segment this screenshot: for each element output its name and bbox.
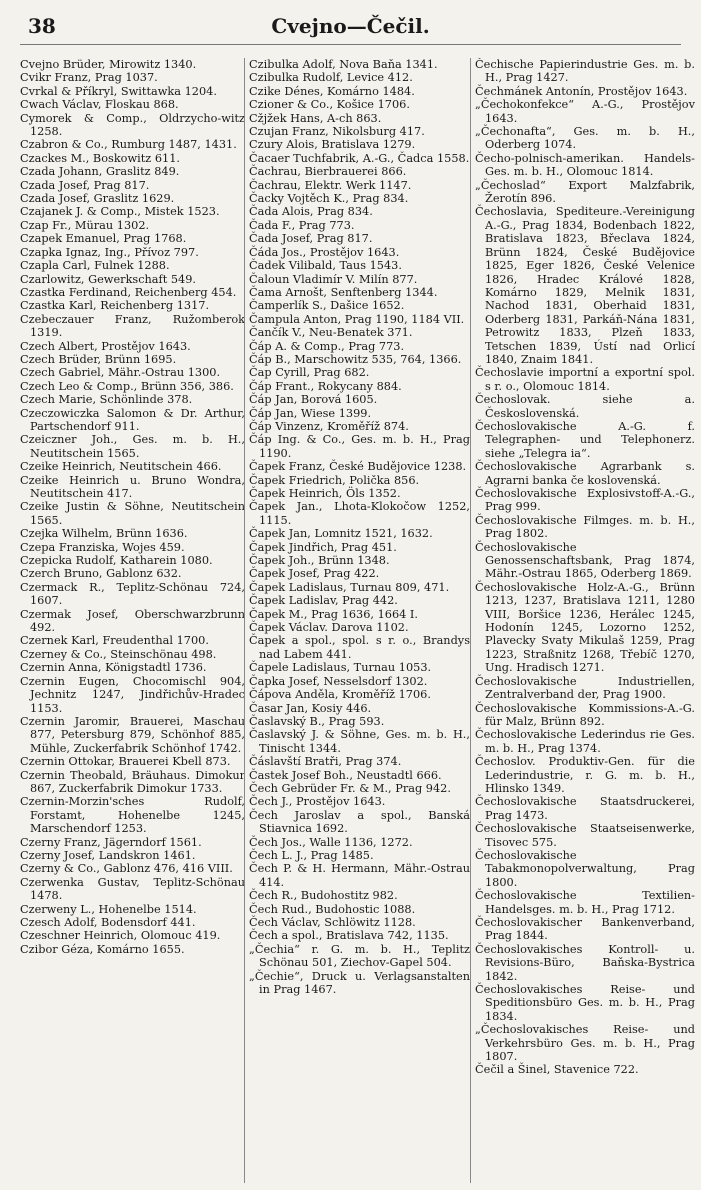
directory-entry: Čachrau, Bierbrauerei 866. bbox=[249, 165, 407, 179]
directory-entry: Czeike Heinrich, Neutitschein 466. bbox=[20, 460, 222, 474]
directory-entry: Czioner & Co., Košice 1706. bbox=[249, 98, 410, 112]
directory-entry: Čechoslovakische Staatsdruckerei, Prag 1473. bbox=[475, 795, 695, 822]
directory-entry: Czesch Adolf, Bodensdorf 441. bbox=[20, 916, 196, 929]
directory-entry: Czada Johann, Graslitz 849. bbox=[20, 165, 180, 179]
directory-entry: Czech Gabriel, Mähr.-Ostrau 1300. bbox=[20, 366, 221, 380]
directory-entry: Cymorek & Comp., Oldrzycho-witz 1258. bbox=[20, 111, 245, 139]
directory-entry: Čechmánek Antonín, Prostějov 1643. bbox=[475, 84, 688, 98]
directory-entry: Čadek Vilibald, Taus 1543. bbox=[249, 259, 402, 273]
directory-entry: Čama Arnošt, Senftenberg 1344. bbox=[249, 285, 438, 299]
directory-entry: Czerch Bruno, Gablonz 632. bbox=[20, 567, 182, 581]
directory-entry: Čechoslovakischer Bankenverband, Prag 1844. bbox=[475, 916, 695, 943]
directory-entry: Čapka Josef, Nesselsdorf 1302. bbox=[249, 674, 428, 688]
directory-entry: Čecho-polnisch-amerikan. Handels-Ges. m. b. H., Olomouc 1814. bbox=[475, 151, 695, 179]
directory-entry: „Čechoslad“ Export Malzfabrik, Žerotín 896. bbox=[475, 178, 695, 206]
directory-entry: Čacky Vojtěch K., Prag 834. bbox=[249, 192, 409, 206]
directory-entry: Čechoslovakische Genossenschaftsbank, Prag 1874, Mähr.-Ostrau 1865, Oderberg 1869. bbox=[475, 540, 695, 581]
directory-entry: Czeike Heinrich u. Bruno Wondra, Neutitschein 417. bbox=[20, 473, 245, 500]
directory-entry: Čáp A. & Comp., Prag 773. bbox=[249, 339, 405, 353]
directory-entry: Čechoslovakische Holz-A.-G., Brünn 1213, 1237, Bratislava 1211, 1280 VIII, Boršice 1236, Herálec 1245, Hodonín 1245, Lozorno 1252, Plavecky Svaty Mikulaš 1259, Prag 1223, Straßnitz 1268, Třebíč 1270, Ung. Hradisch 1271. bbox=[475, 580, 695, 675]
directory-entry: Czernin Ottokar, Brauerei Kbell 873. bbox=[20, 755, 231, 769]
directory-entry: Čáp Jan, Borová 1605. bbox=[249, 393, 378, 407]
directory-entry: Czerwenka Gustav, Teplitz-Schönau 1478. bbox=[20, 875, 245, 903]
directory-entry: Czackes M., Boskowitz 611. bbox=[20, 151, 180, 165]
directory-entry: Čáda Jos., Prostějov 1643. bbox=[249, 245, 400, 259]
directory-entry: Čapek Jindřich, Prag 451. bbox=[249, 540, 397, 554]
directory-entry: Čechoslavie importní a exportní spol. s r. o., Olomouc 1814. bbox=[475, 366, 695, 393]
directory-entry: Czermak Josef, Oberschwarzbrunn 492. bbox=[20, 607, 245, 635]
directory-entry: Czibulka Rudolf, Levice 412. bbox=[249, 71, 413, 85]
directory-entry: Czech Albert, Prostějov 1643. bbox=[20, 339, 191, 353]
directory-entry: Čechoslovakische Staatseisenwerke, Tisovec 575. bbox=[475, 822, 695, 849]
directory-entry: Čechoslovakische Textilien-Handelsges. m. b. H., Prag 1712. bbox=[475, 889, 695, 916]
directory-entry: Czech Brüder, Brünn 1695. bbox=[20, 352, 177, 366]
directory-entry: Čáp B., Marschowitz 535, 764, 1366. bbox=[249, 352, 462, 366]
directory-entry: Časlavský B., Prag 593. bbox=[249, 714, 385, 728]
directory-entry: Czerny & Co., Gablonz 476, 416 VIII. bbox=[20, 862, 233, 876]
directory-entry: Czibor Géza, Komárno 1655. bbox=[20, 942, 185, 956]
directory-entry: Cvrkal & Příkryl, Swittawka 1204. bbox=[20, 84, 217, 98]
directory-entry: Čapek Friedrich, Polička 856. bbox=[249, 473, 420, 487]
directory-entry: Čada F., Prag 773. bbox=[249, 218, 355, 232]
directory-entry: Czernin Anna, Königstadtl 1736. bbox=[20, 661, 207, 675]
directory-entry: Czada Josef, Prag 817. bbox=[20, 178, 150, 192]
page-title: Cvejno—Čečil. bbox=[271, 14, 430, 38]
directory-entry: Čechoslovakische Filmges. m. b. H., Prag 1802. bbox=[475, 513, 695, 541]
directory-entry: Časlavský J. & Söhne, Ges. m. b. H., Tinischt 1344. bbox=[249, 728, 470, 755]
directory-entry: Czajanek J. & Comp., Mistek 1523. bbox=[20, 205, 220, 219]
directory-entry: Čechoslovakische Kommissions-A.-G. für Malz, Brünn 892. bbox=[475, 701, 695, 728]
directory-entry: „Čechoslovakisches Reise- und Verkehrsbüro Ges. m. b. H., Prag 1807. bbox=[475, 1023, 695, 1064]
directory-entry: Čech Jos., Walle 1136, 1272. bbox=[249, 835, 413, 849]
directory-entry: Čechoslov. Produktiv-Gen. für die Lederindustrie, r. G. m. b. H., Hlinsko 1349. bbox=[475, 755, 695, 795]
directory-entry: Čechoslovakische Industriellen, Zentralverband der, Prag 1900. bbox=[475, 674, 695, 702]
directory-entry: Czastka Ferdinand, Reichenberg 454. bbox=[20, 285, 237, 299]
directory-entry: Czike Dénes, Komárno 1484. bbox=[249, 84, 415, 98]
directory-entry: Cwach Václav, Floskau 868. bbox=[20, 98, 179, 112]
directory-entry: Čampula Anton, Prag 1190, 1184 VII. bbox=[249, 312, 465, 326]
directory-entry: Czujan Franz, Nikolsburg 417. bbox=[249, 125, 425, 139]
directory-entry: Czapek Emanuel, Prag 1768. bbox=[20, 232, 187, 246]
directory-entry: Czernin Eugen, Chocomischl 904, Jechnitz 1247, Jindřichův-Hradec 1153. bbox=[20, 674, 245, 715]
directory-entry: Czermack R., Teplitz-Schönau 724, 1607. bbox=[20, 580, 245, 608]
directory-entry: Czap Fr., Mürau 1302. bbox=[20, 218, 150, 232]
directory-entry: Čáp Jan, Wiese 1399. bbox=[249, 406, 372, 420]
directory-entry: Čechische Papierindustrie Ges. m. b. H., Prag 1427. bbox=[475, 58, 695, 85]
directory-entry: Čaloun Vladimír V. Milín 877. bbox=[249, 272, 418, 286]
directory-entry: Čapek M., Prag 1636, 1664 I. bbox=[249, 607, 418, 621]
directory-entry: Čech L. J., Prag 1485. bbox=[249, 848, 374, 862]
directory-entry: Czibulka Adolf, Nova Baňa 1341. bbox=[249, 58, 438, 71]
directory-entry: Čápova Anděla, Kroměříž 1706. bbox=[249, 688, 431, 702]
directory-entry: Čapek Joh., Brünn 1348. bbox=[249, 554, 390, 568]
directory-entry: Czepicka Rudolf, Katharein 1080. bbox=[20, 554, 213, 568]
directory-entry: Czarlowitz, Gewerkschaft 549. bbox=[20, 272, 197, 286]
directory-entry: Czury Alois, Bratislava 1279. bbox=[249, 138, 416, 152]
directory-entry: „Čechia“ r. G. m. b. H., Teplitz Schönau 501, Ziechov-Gapel 504. bbox=[249, 942, 470, 970]
directory-entry: Čečil a Šinel, Stavenice 722. bbox=[475, 1063, 639, 1077]
directory-entry: Čech Jaroslav a spol., Banská Stiavnica 1692. bbox=[249, 808, 470, 836]
directory-entry: Čechoslovakisches Kontroll- u. Revisions-Büro, Baňska-Bystrica 1842. bbox=[475, 942, 695, 983]
directory-entry: Čechoslovakische Tabakmonopolverwaltung, Prag 1800. bbox=[475, 848, 695, 889]
directory-entry: Čechoslovakische Lederindus rie Ges. m. b. H., Prag 1374. bbox=[475, 728, 695, 755]
directory-entry: Czada Josef, Graslitz 1629. bbox=[20, 192, 175, 206]
directory-entry: Čacaer Tuchfabrik, A.-G., Čadca 1558. bbox=[249, 151, 470, 165]
directory-entry: Čapek a spol., spol. s r. o., Brandys nad Labem 441. bbox=[249, 634, 470, 661]
directory-entry: Čamperlík S., Dašice 1652. bbox=[249, 299, 405, 313]
directory-entry: Čechoslovakische A.-G. f. Telegraphen- und Telephonerz. siehe „Telegra ia“. bbox=[475, 419, 695, 460]
page-header bbox=[0, 8, 701, 48]
directory-entry: Czerny Franz, Jägerndorf 1561. bbox=[20, 835, 202, 849]
directory-entry: „Čechokonfekce“ A.-G., Prostějov 1643. bbox=[475, 98, 695, 125]
directory-entry: Čech Rud., Budohostic 1088. bbox=[249, 902, 416, 916]
directory-entry: Čančík V., Neu-Benatek 371. bbox=[249, 326, 413, 340]
directory-entry: Čap Cyrill, Prag 682. bbox=[249, 366, 370, 380]
directory-entry: Czabron & Co., Rumburg 1487, 1431. bbox=[20, 138, 237, 152]
directory-entry: Čechoslavia, Spediteure.-Vereinigung A.-G., Prag 1834, Bodenbach 1822, Bratislava 1823, Břeclava 1824, Brünn 1824, České Budějovice 1825, Eger 1826, České Velenice 1826, Hradec Králové 1828, Komárno 1829, Melnik 1831, Nachod 1831, Oberhaid 1831, Oderberg 1831, Parkáň-Nána 1831, Petrowitz 1833, Plzeň 1833, Tetschen 1839, Ústí nad Orlicí 1840, Znaim 1841. bbox=[475, 205, 695, 366]
directory-entry: Čechoslovakisches Reise- und Speditionsbüro Ges. m. b. H., Prag 1834. bbox=[475, 983, 695, 1023]
directory-entry: Czapla Carl, Fulnek 1288. bbox=[20, 259, 170, 273]
directory-entry: Czastka Karl, Reichenberg 1317. bbox=[20, 299, 210, 313]
column-2 bbox=[244, 58, 470, 1183]
column-1 bbox=[20, 58, 245, 1183]
directory-entry: Czerny Josef, Landskron 1461. bbox=[20, 848, 196, 862]
directory-entry: Czech Leo & Comp., Brünn 356, 386. bbox=[20, 379, 234, 393]
directory-entry: Čada Josef, Prag 817. bbox=[249, 232, 373, 246]
directory-entry: „Čechie“, Druck u. Verlagsanstalten in Prag 1467. bbox=[249, 969, 470, 997]
directory-entry: Cžjžek Hans, A-ch 863. bbox=[249, 111, 382, 125]
directory-entry: Čapek Josef, Prag 422. bbox=[249, 567, 380, 581]
directory-entry: Čapek Ladislav, Prag 442. bbox=[249, 594, 398, 608]
column-3 bbox=[470, 58, 695, 1183]
directory-entry: Čech Václav, Schlöwitz 1128. bbox=[249, 916, 416, 929]
directory-entry: Čech a spol., Bratislava 742, 1135. bbox=[249, 929, 449, 943]
directory-entry: Čapek Jan, Lomnitz 1521, 1632. bbox=[249, 527, 433, 541]
directory-entry: Čapek Franz, České Budějovice 1238. bbox=[249, 460, 467, 474]
directory-entry: Čada Alois, Prag 834. bbox=[249, 205, 373, 219]
directory-entry: Čáp Frant., Rokycany 884. bbox=[249, 379, 402, 393]
directory-entry: Czerney & Co., Steinschönau 498. bbox=[20, 647, 217, 661]
header-rule bbox=[20, 44, 681, 45]
directory-entry: Czernin Jaromir, Brauerei, Maschau 877, Petersburg 879, Schönhof 885, Mühle, Zuckerfabrik Schönhof 1742. bbox=[20, 714, 245, 755]
directory-entry: Čapele Ladislaus, Turnau 1053. bbox=[249, 661, 432, 675]
directory-entry: Častek Josef Boh., Neustadtl 666. bbox=[249, 768, 442, 782]
directory-entry: Czeczowiczka Salomon & Dr. Arthur, Partschendorf 911. bbox=[20, 406, 245, 433]
directory-entry: Czernek Karl, Freudenthal 1700. bbox=[20, 634, 209, 648]
directory-entry: Čechoslovak. siehe a. Československá. bbox=[475, 393, 695, 420]
directory-entry: Czapka Ignaz, Ing., Přívoz 797. bbox=[20, 245, 199, 259]
directory-entry: Čech Gebrüder Fr. & M., Prag 942. bbox=[249, 781, 451, 795]
directory-entry: „Čechonafta“, Ges. m. b. H., Oderberg 1074. bbox=[475, 125, 695, 152]
directory-entry: Čechoslovakische Explosivstoff-A.-G., Prag 999. bbox=[475, 487, 695, 514]
directory-entry: Čapek Heinrich, Öls 1352. bbox=[249, 487, 401, 500]
directory-entry: Czeiczner Joh., Ges. m. b. H., Neutitschein 1565. bbox=[20, 433, 245, 460]
directory-entry: Czerweny L., Hohenelbe 1514. bbox=[20, 902, 197, 916]
page-number: 38 bbox=[28, 14, 56, 38]
directory-entry: Čapek Václav. Darova 1102. bbox=[249, 621, 409, 635]
directory-entry: Czernin-Morzin'sches Rudolf, Forstamt, Hohenelbe 1245, Marschendorf 1253. bbox=[20, 795, 245, 836]
directory-entry: Čáp Vinzenz, Kroměříž 874. bbox=[249, 419, 409, 433]
directory-entry: Cvikr Franz, Prag 1037. bbox=[20, 71, 158, 85]
directory-entry: Čechoslovakische Agrarbank s. Agrarni banka če koslovenská. bbox=[475, 460, 695, 487]
directory-entry: Čachrau, Elektr. Werk 1147. bbox=[249, 178, 412, 192]
directory-entry: Čáp Ing. & Co., Ges. m. b. H., Prag 1190. bbox=[249, 433, 470, 460]
directory-entry: Časar Jan, Kosiy 446. bbox=[249, 701, 372, 715]
directory-entry: Čapek Jan., Lhota-Klokočow 1252, 1115. bbox=[249, 500, 470, 527]
directory-entry: Čáslavští Bratři, Prag 374. bbox=[249, 755, 402, 769]
directory-entry: Czech Marie, Schönlinde 378. bbox=[20, 393, 193, 407]
directory-entry: Czebeczauer Franz, Ružomberok 1319. bbox=[20, 312, 245, 340]
directory-entry: Čapek Ladislaus, Turnau 809, 471. bbox=[249, 580, 450, 594]
directory-entry: Czeschner Heinrich, Olomouc 419. bbox=[20, 929, 221, 943]
directory-entry: Czejka Wilhelm, Brünn 1636. bbox=[20, 527, 188, 541]
directory-entry: Czernin Theobald, Bräuhaus. Dimokur 867, Zuckerfabrik Dimokur 1733. bbox=[20, 768, 245, 795]
directory-entry: Cvejno Brüder, Mirowitz 1340. bbox=[20, 58, 197, 71]
directory-entry: Czeike Justin & Söhne, Neutitschein 1565. bbox=[20, 500, 245, 527]
directory-entry: Čech P. & H. Hermann, Mähr.-Ostrau 414. bbox=[249, 862, 470, 889]
directory-entry: Czepa Franziska, Wojes 459. bbox=[20, 540, 185, 554]
directory-entry: Čech J., Prostějov 1643. bbox=[249, 795, 386, 809]
directory-entry: Čech R., Budohostitz 982. bbox=[249, 889, 398, 903]
